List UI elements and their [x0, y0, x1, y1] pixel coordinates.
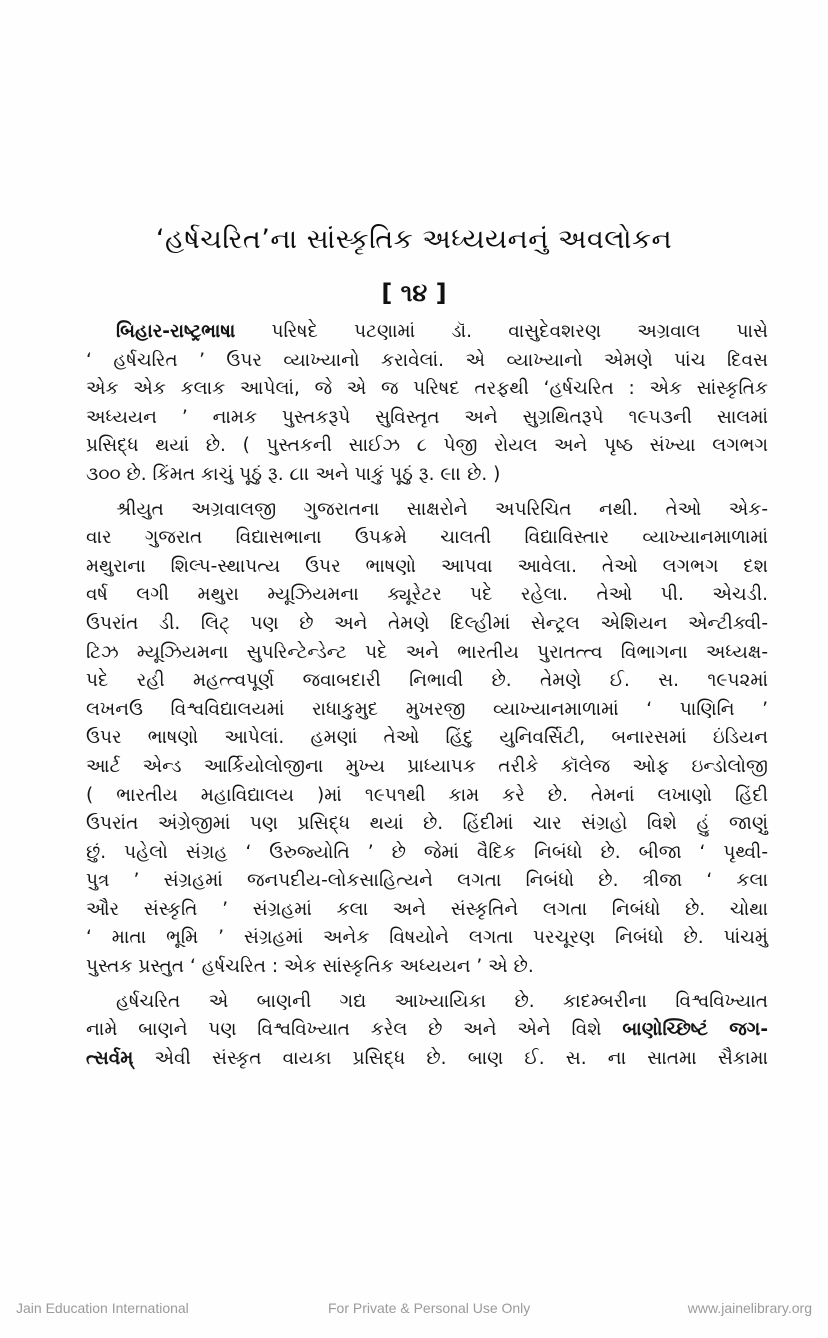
paragraph-2-line-9: ઉપર ભાષણો આપેલાં. હમણાં તેઓ હિંદુ યુનિવર્સિટી, બનારસમાં ઇંડિયન — [86, 727, 768, 749]
paragraph-2-line-16: ‘ માતા ભૂમિ ’ સંગ્રહમાં અનેક વિષયોને લગતા પરચૂરણ નિબંધો છે. પાંચમું — [86, 927, 768, 949]
paragraph-1-line-5: પ્રસિદ્ધ થયાં છે. ( પુસ્તકની સાઈઝ ૮ પેજી રોયલ અને પૃષ્ઠ સંખ્યા લગભગ — [86, 435, 768, 457]
paragraph-1-line-3: એક એક કલાક આપેલાં, જે એ જ પરિષદ તરફથી ‘હર્ષચરિત : એક સાંસ્કૃતિક — [86, 378, 768, 400]
footer-website-link[interactable]: www.jainelibrary.org — [687, 1300, 812, 1316]
paragraph-1-line-2: ‘ હર્ષચરિત ’ ઉપર વ્યાખ્યાનો કરાવેલાં. એ વ્યાખ્યાનો એમણે પાંચ દિવસ — [86, 349, 768, 371]
sanskrit-quote-bold-cont: ત્સર્વમ્ — [86, 1047, 134, 1069]
sanskrit-quote-bold: બાણોચ્છિષ્ટં જગ- — [622, 1019, 768, 1041]
paragraph-2-line-1: શ્રીયુત અગ્રવાલજી ગુજરાતના સાક્ષરોને અપરિચિત નથી. તેઓ એક- — [116, 498, 768, 520]
lead-bold-phrase: બિહાર-રાષ્ટ્રભાષા — [116, 321, 236, 342]
paragraph-2-line-12: ઉપરાંત અંગ્રેજીમાં પણ પ્રસિદ્ધ થયાં છે. હિંદીમાં ચાર સંગ્રહો વિશે હું જાણું — [86, 813, 768, 835]
paragraph-2-line-13: છું. પહેલો સંગ્રહ ‘ ઉરુજ્યોતિ ’ છે જેમાં વૈદિક નિબંધો છે. બીજા ‘ પૃથ્વી- — [86, 841, 768, 863]
paragraph-2-line-17: પુસ્તક પ્રસ્તુત ‘ હર્ષચરિત : એક સાંસ્કૃતિક અધ્યયન ’ એ છે. — [86, 956, 534, 978]
paragraph-3-line-3: ત્સર્વમ્ એવી સંસ્કૃત વાયકા પ્રસિદ્ધ છે. બાણ ઈ. સ. ના સાતમા સૈકામા — [86, 1047, 768, 1069]
paragraph-2-line-5: ઉપરાંત ડી. લિટ્ પણ છે અને તેમણે દિલ્હીમાં સેન્ટ્રલ એશિયન એન્ટીક્વી- — [86, 612, 768, 634]
paragraph-2-line-15: ઔર સંસ્કૃતિ ’ સંગ્રહમાં કલા અને સંસ્કૃતિને લગતા નિબંધો છે. ચોથા — [86, 898, 768, 920]
footer-usage-notice: For Private & Personal Use Only — [328, 1300, 531, 1316]
paragraph-2-line-2: વાર ગુજરાત વિદ્યાસભાના ઉપક્રમે ચાલતી વિદ્યાવિસ્તાર વ્યાખ્યાનમાળામાં — [86, 527, 768, 549]
paragraph-2-line-11: ( ભારતીય મહાવિદ્યાલય )માં ૧૯૫૧થી કામ કરે છે. તેમનાં લખાણો હિંદી — [86, 784, 768, 806]
paragraph-2-line-14: પુત્ર ’ સંગ્રહમાં જનપદીય-લોકસાહિત્યને લગતા નિબંધો છે. ત્રીજા ‘ કલા — [86, 870, 768, 892]
paragraph-2-line-7: પદે રહી મહત્ત્વપૂર્ણ જવાબદારી નિભાવી છે. તેમણે ઈ. સ. ૧૯૫૨માં — [86, 670, 768, 692]
body-text — [86, 318, 768, 1073]
chapter-title: ‘હર્ષચરિત’ના સાંસ્કૃતિક અધ્યયનનું અવલોકન — [155, 224, 673, 255]
paragraph-1-line-4: અધ્યયન ’ નામક પુસ્તકરૂપે સુવિસ્તૃત અને સુગ્રથિતરૂપે ૧૯૫૩ની સાલમાં — [86, 406, 768, 428]
paragraph-1-line-6: ૩૦૦ છે. કિંમત કાચું પૂઠું રૂ. ૮।। અને પાકું પૂઠું રૂ. ૯।। છે. ) — [86, 463, 501, 485]
paragraph-2-line-8: લખનઉ વિશ્વવિદ્યાલયમાં રાધાકુમુદ મુખરજી વ્યાખ્યાનમાળામાં ‘ પાણિનિ ’ — [86, 698, 768, 720]
paragraph-3-line-2: નામે બાણને પણ વિશ્વવિખ્યાત કરેલ છે અને એને વિશે બાણોચ્છિષ્ટં જગ- — [86, 1019, 768, 1041]
paragraph-2-line-6: ટિઝ મ્યૂઝિયમના સુપરિન્ટેન્ડેન્ટ પદે અને ભારતીય પુરાતત્ત્વ વિભાગના અધ્યક્ષ- — [86, 641, 768, 663]
paragraph-2-line-4: વર્ષ લગી મથુરા મ્યૂઝિયમના ક્યૂરેટર પદે રહેલા. તેઓ પી. એચડી. — [86, 584, 768, 606]
paragraph-1-line-1: બિહાર-રાષ્ટ્રભાષા પરિષદે પટણામાં ડૉ. વાસુદેવશરણ અગ્રવાલ પાસે — [116, 321, 768, 342]
page-footer — [0, 1297, 828, 1321]
paragraph-2-line-3: મથુરાના શિલ્પ-સ્થાપત્ય ઉપર ભાષણો આપવા આવેલા. તેઓ લગભગ દશ — [86, 555, 768, 577]
footer-publisher: Jain Education International — [16, 1300, 189, 1316]
chapter-number: [ ૧૪ ] — [381, 279, 447, 307]
paragraph-2-line-10: આર્ટ એન્ડ આર્કિયોલોજીના મુખ્ય પ્રાધ્યાપક તરીકે કૉલેજ ઓફ ઇન્ડોલોજી — [86, 755, 768, 777]
paragraph-3-line-1: હર્ષચરિત એ બાણની ગદ્ય આખ્યાયિકા છે. કાદમ્બરીના વિશ્વવિખ્યાત — [116, 990, 768, 1012]
